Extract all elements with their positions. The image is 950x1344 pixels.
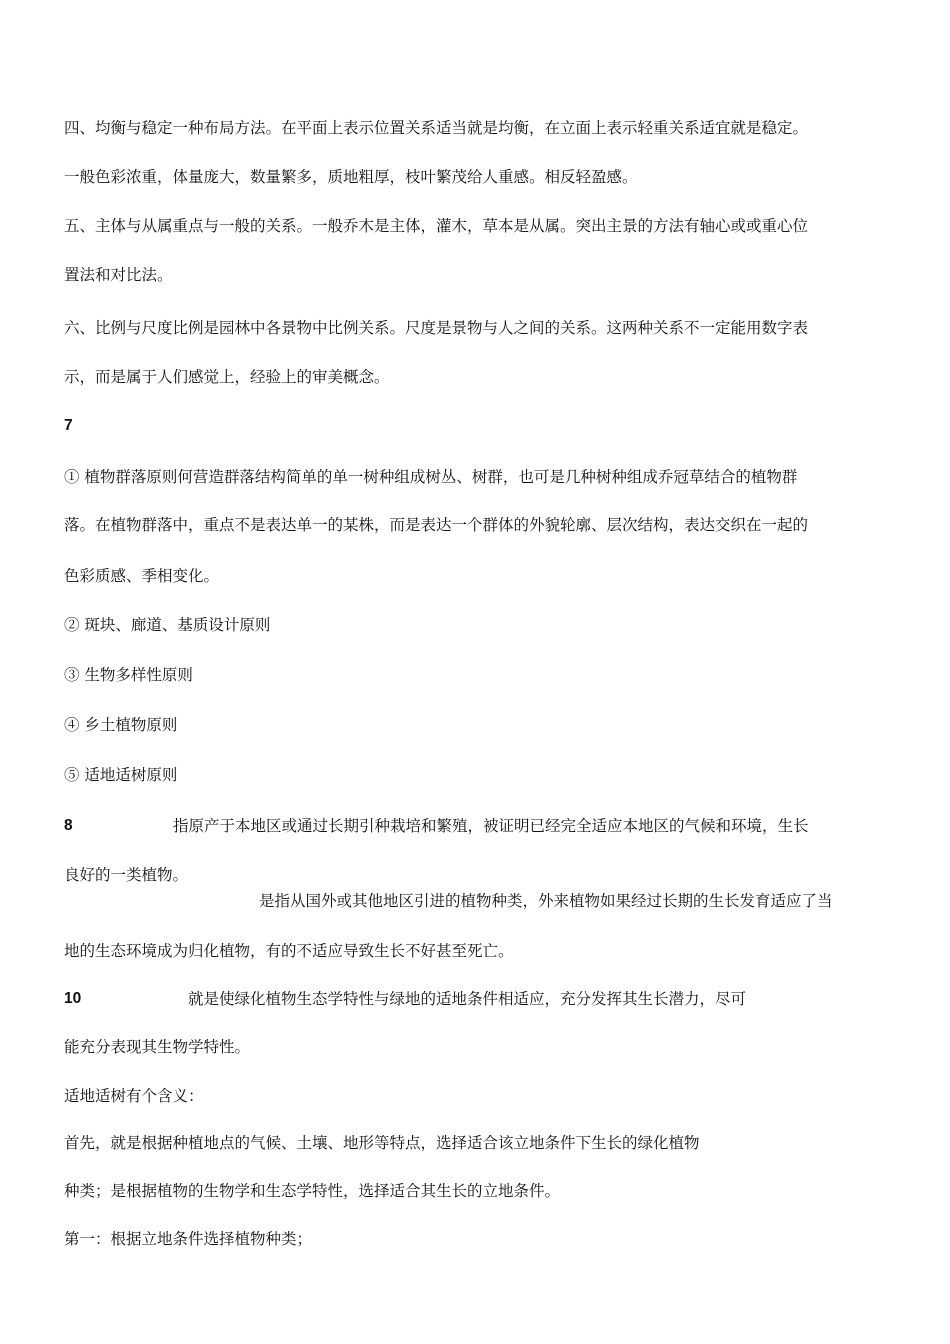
section-6-line-2: 示，而是属于人们感觉上，经验上的审美概念。 [64, 368, 390, 386]
q7-item-3: ③ 生物多样性原则 [64, 666, 193, 684]
q10-line-2: 能充分表现其生物学特性。 [64, 1038, 251, 1056]
section-4-line-2: 一般色彩浓重，体量庞大，数量繁多，质地粗厚，枝叶繁茂给人重感。相反轻盈感。 [64, 168, 638, 186]
q10-line-1: 就是使绿化植物生态学特性与绿地的适地条件相适应，充分发挥其生长潜力，尽可 [188, 990, 747, 1008]
q10-line-6: 第一：根据立地条件选择植物种类； [64, 1230, 313, 1248]
q8-line-4: 地的生态环境成为归化植物，有的不适应导致生长不好甚至死亡。 [64, 942, 514, 960]
q8-line-1: 指原产于本地区或通过长期引种栽培和繁殖，被证明已经完全适应本地区的气候和环境，生长 [173, 817, 809, 835]
q10-line-4: 首先，就是根据种植地点的气候、土壤、地形等特点，选择适合该立地条件下生长的绿化植物 [64, 1134, 700, 1152]
q10-line-5: 种类；是根据植物的生物学和生态学特性，选择适合其生长的立地条件。 [64, 1182, 561, 1200]
section-6-line-1: 六、比例与尺度比例是园林中各景物中比例关系。尺度是景物与人之间的关系。这两种关系不一定能用数字表 [64, 319, 809, 337]
q8-line-3: 是指从国外或其他地区引进的植物种类，外来植物如果经过长期的生长发育适应了当 [259, 892, 833, 910]
section-4-line-1: 四、均衡与稳定一种布局方法。在平面上表示位置关系适当就是均衡，在立面上表示轻重关系适宜就是稳定。 [64, 119, 809, 137]
q7-item-5: ⑤ 适地适树原则 [64, 766, 178, 784]
question-7-number: 7 [64, 417, 73, 434]
q10-line-3: 适地适树有个含义： [64, 1087, 204, 1105]
q8-line-2: 良好的一类植物。 [64, 866, 189, 884]
question-10-number: 10 [64, 990, 82, 1007]
section-5-line-1: 五、主体与从属重点与一般的关系。一般乔木是主体，灌木，草本是从属。突出主景的方法有轴心或或重心位 [64, 217, 809, 235]
q7-item-1-line-2: 落。在植物群落中，重点不是表达单一的某株，而是表达一个群体的外貌轮廓、层次结构，表达交织在一起的 [64, 516, 809, 534]
question-8-number: 8 [64, 817, 73, 834]
q7-item-2: ② 斑块、廊道、基质设计原则 [64, 616, 271, 634]
q7-item-4: ④ 乡土植物原则 [64, 716, 178, 734]
q7-item-1-line-1: ① 植物群落原则何营造群落结构简单的单一树种组成树丛、树群，也可是几种树种组成乔冠草结合的植物群 [64, 468, 798, 486]
section-5-line-2: 置法和对比法。 [64, 266, 173, 284]
q7-item-1-line-3: 色彩质感、季相变化。 [64, 567, 220, 585]
